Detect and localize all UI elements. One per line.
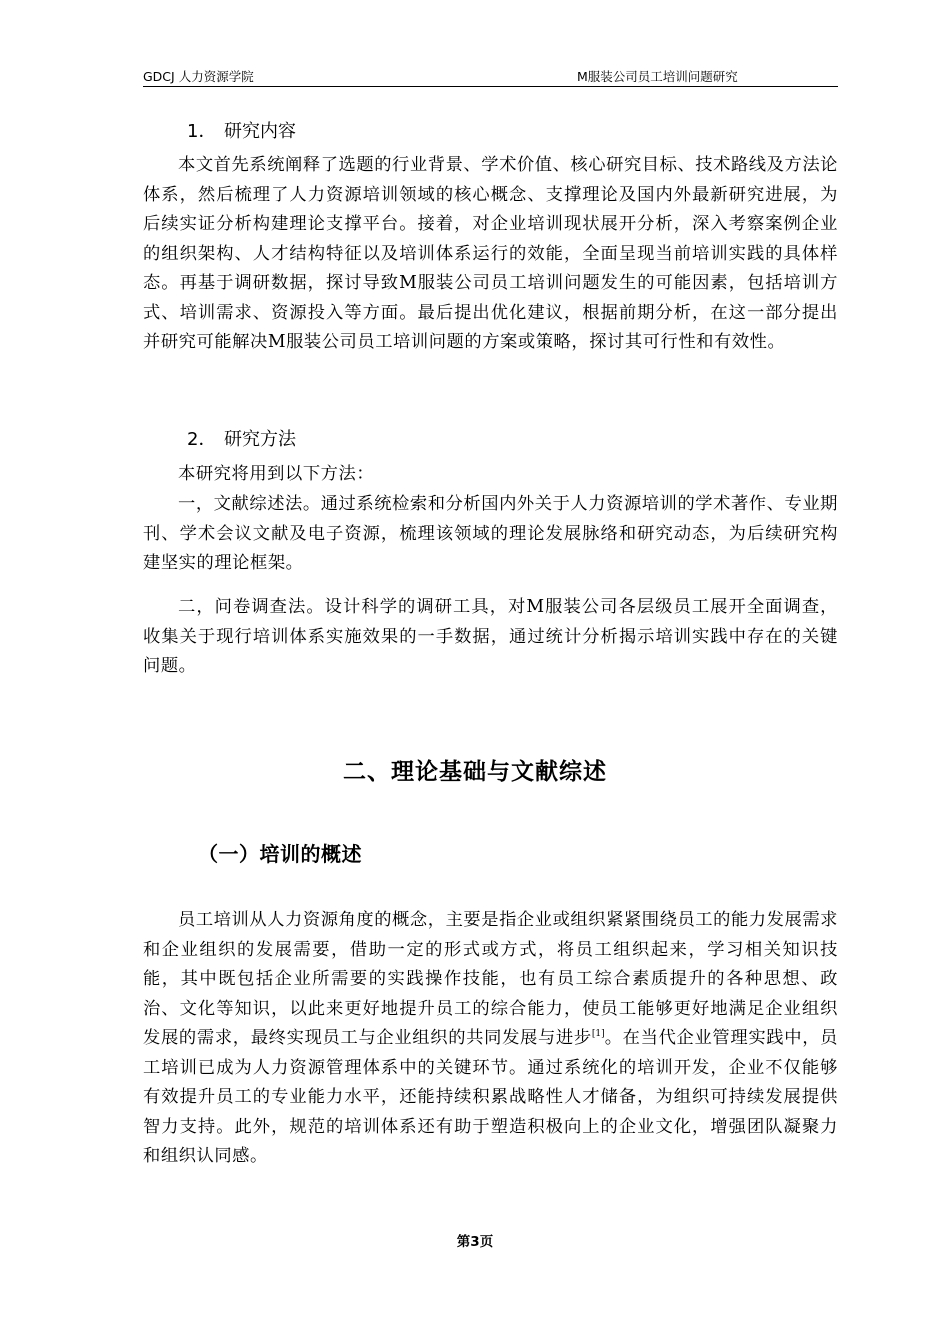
training-overview-text-a: 员工培训从人力资源角度的概念，主要是指企业或组织紧紧围绕员工的能力发展需求和企业组织的发展需要，借助一定的形式或方式，将员工组织起来，学习相关知识技能，其中既包括企业所需要的实践操作技能，也有员工综合素质提升的各种思想、政治、文化等知识，以此来更好地提升员工的综合能力，使员工能够更好地满足企业组织发展的需求，最终实现员工与企业组织的共同发展与进步 — [143, 910, 838, 1048]
training-overview-paragraph — [143, 906, 838, 1172]
method-literature-review-paragraph: 一，文献综述法。通过系统检索和分析国内外关于人力资源培训的学术著作、专业期刊、学术会议文献及电子资源，梳理该领域的理论发展脉络和研究动态，为后续研究构建坚实的理论框架。 — [143, 494, 838, 573]
header-institution: GDCJ 人力资源学院 — [143, 69, 254, 84]
section-heading-research-methods — [187, 428, 296, 452]
research-content-paragraph: 本文首先系统阐释了选题的行业背景、学术价值、核心研究目标、技术路线及方法论体系，然后梳理了人力资源培训领域的核心概念、支撑理论及国内外最新研究进展，为后续实证分析构建理论支撑平台。接着，对企业培训现状展开分析，深入考察案例企业的组织架构、人才结构特征以及培训体系运行的效能，全面呈现当前培训实践的具体样态。再基于调研数据，探讨导致M服装公司员工培训问题发生的可能因素，包括培训方式、培训需求、资源投入等方面。最后提出优化建议，根据前期分析，在这一部分提出并研究可能解决M服装公司员工培训问题的方案或策略，探讨其可行性和有效性。 — [143, 155, 838, 352]
section-title: 研究内容 — [224, 121, 296, 142]
section-number: 1． — [187, 121, 217, 142]
subsection-title: （一）培训的概述 — [198, 842, 362, 866]
header-divider — [143, 86, 838, 87]
page-number: 第3页 — [456, 1234, 494, 1250]
chapter-title: 二、理论基础与文献综述 — [343, 759, 607, 785]
training-overview-text-b: 。在当代企业管理实践中，员工培训已成为人力资源管理体系中的关键环节。通过系统化的培训开发，企业不仅能够有效提升员工的专业能力水平，还能持续积累战略性人才储备，为组织可持续发展提供智力支持。此外，规范的培训体系还有助于塑造积极向上的企业文化，增强团队凝聚力和组织认同感。 — [143, 1028, 838, 1166]
method-questionnaire-paragraph: 二，问卷调查法。设计科学的调研工具，对M服装公司各层级员工展开全面调查，收集关于现行培训体系实施效果的一手数据，通过统计分析揭示培训实践中存在的关键问题。 — [143, 597, 838, 676]
running-header — [143, 68, 838, 86]
methods-intro-paragraph: 本研究将用到以下方法： — [178, 464, 375, 484]
header-paper-title: M服装公司员工培训问题研究 — [577, 69, 738, 84]
section-title: 研究方法 — [224, 429, 296, 450]
section-heading-research-content — [187, 120, 296, 144]
citation-reference[interactable]: [1] — [591, 1029, 605, 1039]
section-number: 2． — [187, 429, 217, 450]
